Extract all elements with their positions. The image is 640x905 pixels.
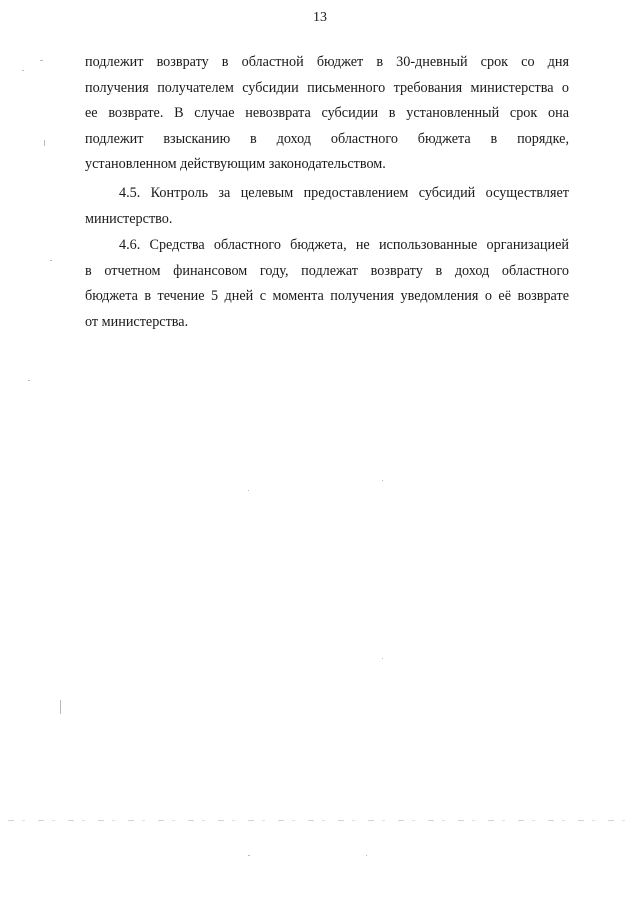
text-line: в отчетном финансовом году, подлежат возврату в доход областного (85, 262, 569, 279)
page-number: 13 (313, 10, 327, 25)
text-line: бюджета в течение 5 дней с момента получения уведомления о её возврате (85, 288, 569, 304)
paragraph-clause-4-5 (85, 181, 569, 232)
scan-speck (28, 380, 30, 381)
text-line: ее возврате. В случае невозврата субсидии в установленный срок она (85, 105, 569, 121)
scan-dash-row (8, 820, 628, 821)
scan-speck (60, 700, 61, 714)
scan-speck (22, 70, 24, 71)
text-line: подлежит взысканию в доход областного бюджета в порядке, (85, 130, 569, 147)
scan-speck (382, 658, 383, 659)
scan-speck (366, 855, 367, 856)
scan-speck (382, 480, 383, 481)
scan-speck (50, 260, 52, 261)
scan-speck (248, 855, 250, 856)
scan-speck (40, 60, 43, 61)
text-line: получения получателем субсидии письменного требования министерства о (85, 79, 569, 96)
scan-speck (44, 140, 45, 146)
scan-speck (248, 490, 249, 491)
text-line: 4.6. Средства областного бюджета, не использованные организацией (119, 237, 569, 253)
text-line: подлежит возврату в областной бюджет в 30-дневный срок со дня (85, 54, 569, 70)
paragraph-clause-4-6 (85, 233, 569, 335)
paragraph-continuation (85, 50, 569, 178)
text-line: установленном действующим законодательством. (85, 156, 386, 172)
text-line: 4.5. Контроль за целевым предоставлением субсидий осуществляет (119, 185, 569, 201)
text-line: министерство. (85, 210, 173, 227)
text-line: от министерства. (85, 313, 189, 330)
